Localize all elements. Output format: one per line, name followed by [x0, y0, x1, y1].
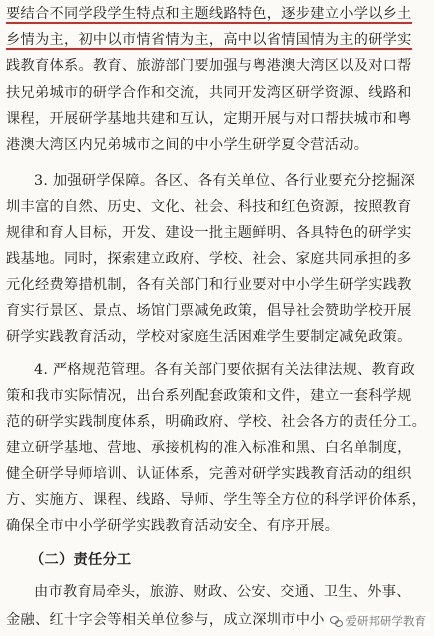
text-line-16: 范的研学实践制度体系，明确政府、学校、社会各方的责任分工。 [6, 414, 427, 430]
text-line-5: 课程，开展研学基地共建和互认，定期开展与对口帮扶城市和粤 [6, 111, 412, 127]
text-line-1 [6, 4, 432, 24]
text-line-6: 港澳大湾区内兄弟城市之间的中小学生研学夏令营活动。 [6, 137, 369, 153]
watermark-text: 爱研邦研学教育 [345, 614, 426, 628]
text-line-12: 育实行景区、景点、场馆门票减免政策，倡导社会赞助学校开展 [6, 303, 412, 319]
text-line-10: 践基地。同时，探索建立政府、学校、社会、家庭共同承担的多 [6, 251, 412, 267]
text-line-17: 建立研学基地、营地、承接机构的准入标准和黑、白名单制度， [6, 440, 412, 456]
watermark [326, 612, 431, 630]
section-3-heading-line: 3. 加强研学保障。各区、各有关单位、各行业要充分挖掘深 [34, 173, 416, 189]
section-heading: （二）责任分工 [30, 552, 132, 568]
text-line-23: 金融、红十字会等相关单位参与，成立深圳市中小 [6, 612, 325, 628]
text-line-19: 方、实施方、课程、线路、导师、学生等全方位的科学评价体系， [6, 492, 427, 508]
text-line-20: 确保全市中小学研学实践教育活动安全、有序开展。 [6, 518, 340, 534]
text-line-2 [6, 30, 432, 50]
text-line-4: 扶兄弟城市的研学合作和交流，共同开发湾区研学资源、线路和 [6, 85, 412, 101]
wechat-icon [330, 616, 343, 627]
text-line-9: 规律和育人目标，开发、建设一批主题鲜明、各具特色的研学实 [6, 225, 412, 241]
text-line-18: 健全研学导师培训、认证体系，完善对研学实践教育活动的组织 [6, 466, 412, 482]
text-line-22: 由市教育局牵头，旅游、财政、公安、交通、卫生、外事、 [34, 584, 411, 600]
section-4-heading-line: 4. 严格规范管理。各有关部门要依据有关法律法规、教育政 [34, 362, 416, 378]
text-line-15: 策和我市实际情况，出台系列配套政策和文件，建立一套科学规 [6, 388, 412, 404]
text-line-3 [6, 56, 432, 76]
text-line-13: 研学实践教育活动，学校对家庭生活困难学生要制定减免政策。 [6, 329, 412, 345]
text-line-8: 圳丰富的自然、历史、文化、社会、科技和红色资源，按照教育 [6, 199, 412, 215]
underlined-text: 乡情为主，初中以市情省情为主，高中以省情国情为主的研学实 [6, 32, 412, 48]
paragraph-text: 践教育体系。教育、旅游部门要加强与粤港澳大湾区以及对口帮 [6, 58, 412, 74]
text-line-11: 元化经费筹措机制，各有关部门和行业要对中小学生研学实践教 [6, 277, 412, 293]
underlined-text: 要结合不同学段学生特点和主题线路特色，逐步建立小学以乡土 [6, 6, 412, 22]
